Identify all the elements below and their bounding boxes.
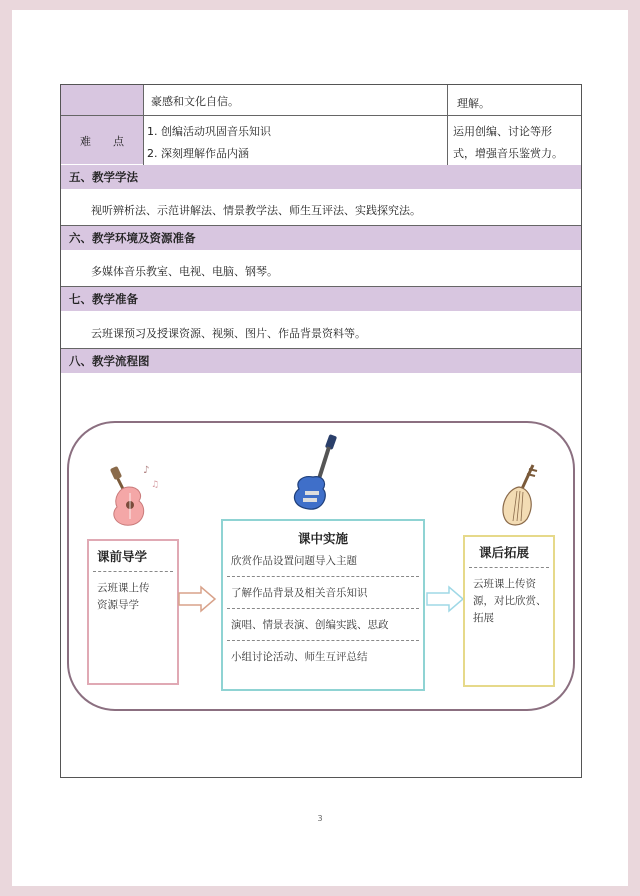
arrow-right-icon [425, 585, 465, 613]
section-5-body: 视听辨析法、示范讲解法、情景教学法、师生互评法、实践探究法。 [91, 204, 421, 217]
post-class-text-2: 源，对比欣赏、 [473, 595, 547, 607]
arrow-right-icon [177, 585, 217, 613]
in-class-item-1: 欣赏作品设置问题导入主题 [231, 555, 357, 567]
section-7-body: 云班课预习及授课资源、视频、图片、作品背景资料等。 [91, 327, 366, 340]
in-class-item-3: 演唱、情景表演、创编实践、思政 [231, 619, 389, 631]
svg-text:♪: ♪ [143, 465, 150, 476]
pipa-icon [489, 461, 549, 531]
svg-text:♫: ♫ [151, 480, 160, 490]
pre-class-title: 课前导学 [97, 549, 148, 564]
acoustic-guitar-icon [95, 457, 165, 531]
row1-note: 理解。 [457, 97, 490, 110]
pre-class-text-1: 云班课上传 [97, 582, 150, 594]
difficulty-note-2: 式，增强音乐鉴赏力。 [453, 147, 563, 160]
in-class-box [221, 519, 425, 691]
difficulty-item-2: 2. 深刻理解作品内涵 [147, 147, 249, 160]
in-class-item-4: 小组讨论活动、师生互评总结 [231, 651, 368, 663]
difficulty-note-1: 运用创编、讨论等形 [453, 125, 552, 138]
section-6-body: 多媒体音乐教室、电视、电脑、钢琴。 [91, 265, 278, 278]
pre-class-text-2: 资源导学 [97, 599, 139, 611]
difficulty-label: 难 点 [80, 135, 124, 148]
electric-guitar-icon [283, 433, 353, 517]
section-5-title: 五、教学学法 [61, 165, 581, 189]
post-class-title: 课后拓展 [479, 545, 530, 560]
page-number: 3 [317, 814, 323, 823]
post-class-text-3: 拓展 [473, 612, 494, 624]
section-6-title: 六、教学环境及资源准备 [61, 226, 581, 250]
section-7-title: 七、教学准备 [61, 287, 581, 311]
in-class-title: 课中实施 [297, 531, 348, 546]
row1-label-cell [61, 85, 143, 115]
difficulty-item-1: 1. 创编活动巩固音乐知识 [147, 125, 271, 138]
section-8-title: 八、教学流程图 [61, 349, 581, 373]
post-class-box [463, 535, 555, 687]
post-class-text-1: 云班课上传资 [473, 578, 536, 590]
row1-content: 豪感和文化自信。 [151, 95, 239, 108]
in-class-item-2: 了解作品背景及相关音乐知识 [231, 587, 368, 599]
pre-class-box [87, 539, 179, 685]
document-table [60, 84, 582, 778]
